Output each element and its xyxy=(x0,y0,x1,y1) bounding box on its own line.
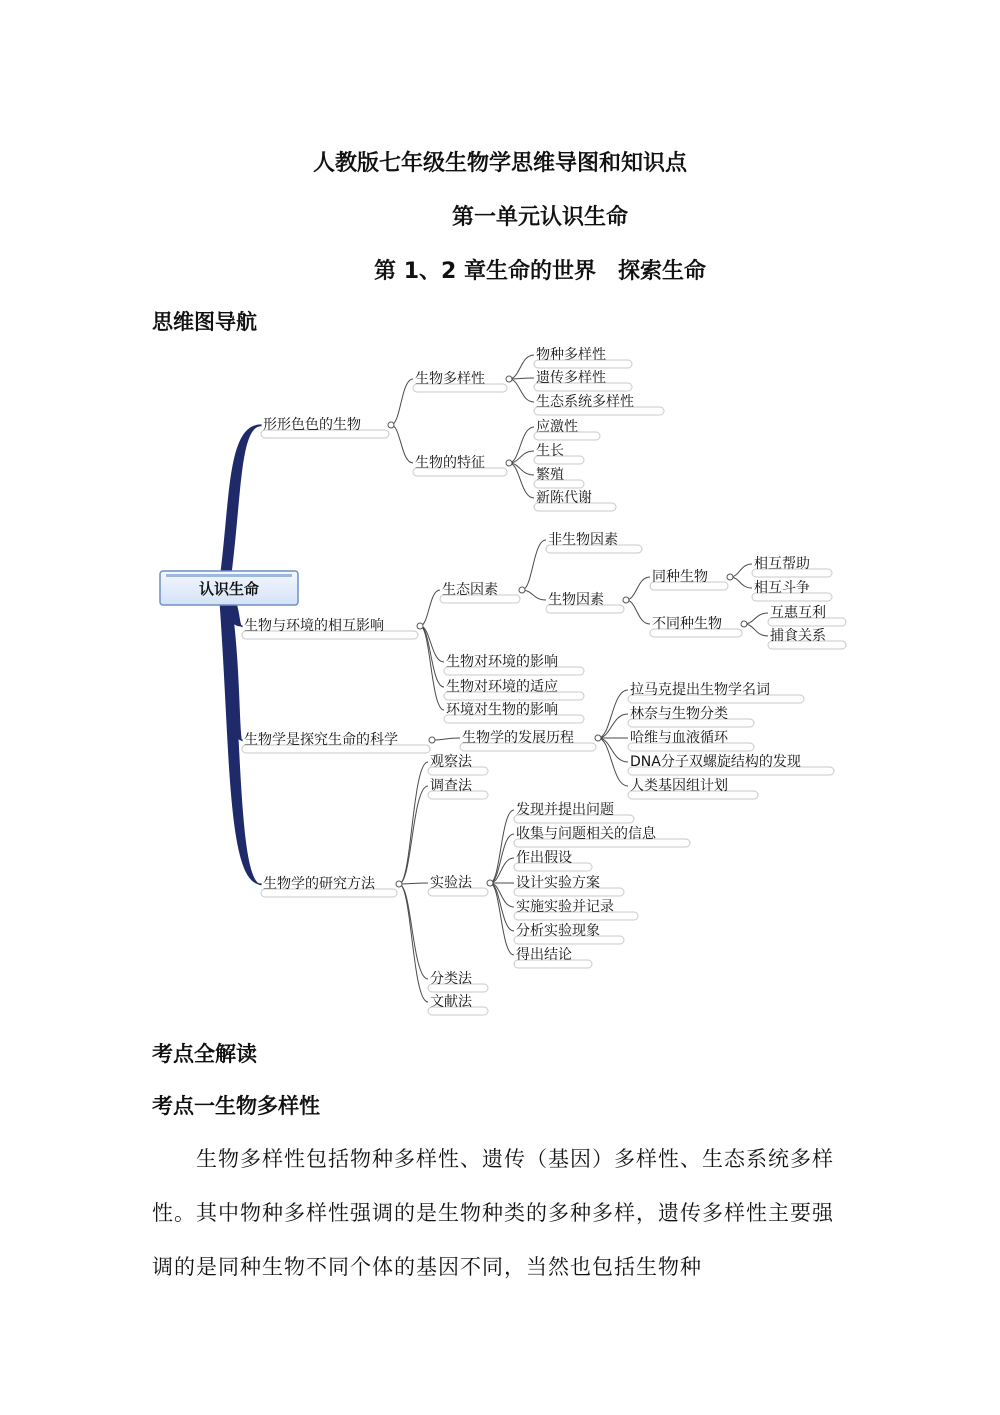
connector-b-4-c-1 xyxy=(490,810,514,883)
connector-b-2-a-2-a-2 xyxy=(730,577,752,588)
node-label-b-4-c-3: 作出假设 xyxy=(516,850,572,866)
expand-dot-b-2-a-2 xyxy=(623,597,629,603)
node-b-2-a-2 xyxy=(546,591,629,613)
connector-b-1-a-3 xyxy=(509,379,534,402)
expand-dot-b-2-a-2-b xyxy=(741,621,747,627)
node-label-b-1-b-1: 应激性 xyxy=(536,419,578,435)
node-label-b-2-a-1: 非生物因素 xyxy=(548,532,618,548)
node-b-3-a xyxy=(460,729,601,751)
expand-dot-b-2 xyxy=(417,623,423,629)
node-label-b-4-a: 观察法 xyxy=(430,754,472,770)
node-b-2-a xyxy=(440,581,525,603)
connector-b-2-a-2 xyxy=(522,590,546,600)
node-label-b-4-c-2: 收集与问题相关的信息 xyxy=(516,826,656,842)
connector-b-2-d xyxy=(420,626,444,710)
node-label-b-3-a-2: 林奈与生物分类 xyxy=(630,706,728,722)
node-b-1-a-1 xyxy=(534,346,632,368)
connector-b-3-a-4 xyxy=(598,738,628,762)
node-label-b-2-a-2-b-2: 捕食关系 xyxy=(770,628,826,644)
node-b-1-a-2 xyxy=(534,369,632,391)
node-b-3-a-3 xyxy=(628,729,754,751)
node-label-b-4-c-6: 分析实验现象 xyxy=(516,923,600,939)
root-label: 认识生命 xyxy=(198,580,260,598)
section-points-heading: 考点全解读 xyxy=(152,1042,257,1066)
unit-title: 第一单元认识生命 xyxy=(451,205,628,230)
node-b-1-a-3 xyxy=(534,393,664,415)
node-b-4-e xyxy=(428,993,488,1015)
expand-dot-b-2-a-2-a xyxy=(727,574,733,580)
node-b-1-b-4 xyxy=(534,490,616,511)
connector-b-2-c xyxy=(420,626,444,687)
node-b-4-a xyxy=(428,753,488,775)
connector-b-1-a-1 xyxy=(509,355,534,379)
connector-b-4-c xyxy=(399,883,428,884)
node-b-4-d xyxy=(428,970,488,992)
expand-dot-b-1-b xyxy=(506,460,512,466)
node-b-3-a-5 xyxy=(628,777,758,799)
node-label-b-4: 生物学的研究方法 xyxy=(263,876,375,892)
connector-b-2-a xyxy=(420,590,440,626)
node-label-b-3-a-1: 拉马克提出生物学名词 xyxy=(630,682,770,698)
node-label-b-1-a-1: 物种多样性 xyxy=(536,347,606,363)
node-label-b-3-a-3: 哈维与血液循环 xyxy=(630,730,728,746)
node-b-4-c-6 xyxy=(514,922,624,944)
node-b-4-c-2 xyxy=(514,825,690,847)
node-b-3 xyxy=(242,731,435,753)
expand-dot-b-1 xyxy=(388,422,394,428)
node-label-b-3-a-5: 人类基因组计划 xyxy=(630,778,728,794)
root-node xyxy=(160,571,298,605)
node-b-2-a-2-a-1 xyxy=(752,555,832,577)
node-b-2-a-2-a xyxy=(650,568,733,590)
node-label-b-2-d: 环境对生物的影响 xyxy=(446,702,558,718)
node-label-b-4-c-1: 发现并提出问题 xyxy=(516,802,614,818)
expand-dot-b-4-c xyxy=(487,880,493,886)
node-b-4-c xyxy=(428,874,493,896)
node-b-3-a-4 xyxy=(628,753,834,775)
node-label-b-2: 生物与环境的相互影响 xyxy=(244,618,384,634)
connector-b-1-b-1 xyxy=(509,427,534,463)
node-b-2-a-2-b-2 xyxy=(768,627,846,649)
expand-dot-b-1-a xyxy=(506,376,512,382)
connector-b-2-a-2-a xyxy=(626,577,650,600)
node-b-4-c-3 xyxy=(514,850,592,871)
connector-b-2-b xyxy=(420,626,444,662)
node-label-b-2-b: 生物对环境的影响 xyxy=(446,654,558,670)
node-label-b-4-b: 调查法 xyxy=(430,778,472,794)
section-mindmap-heading: 思维图导航 xyxy=(152,310,257,334)
node-b-2-b xyxy=(444,653,584,675)
node-b-1-b-3 xyxy=(534,466,584,488)
expand-dot-b-4 xyxy=(396,881,402,887)
point-one-heading: 考点一生物多样性 xyxy=(152,1094,320,1118)
expand-dot-b-3-a xyxy=(595,735,601,741)
node-b-2-a-2-b xyxy=(650,615,747,637)
connector-b-2-a-1 xyxy=(522,540,546,590)
node-label-b-2-a-2-b: 不同种生物 xyxy=(652,616,722,632)
node-label-b-1-a-2: 遗传多样性 xyxy=(536,370,606,386)
node-b-3-a-2 xyxy=(628,705,754,727)
node-label-b-3-a-4: DNA分子双螺旋结构的发现 xyxy=(630,754,801,770)
connector-b-3-a xyxy=(432,738,460,740)
node-label-b-2-a: 生态因素 xyxy=(442,582,498,598)
connector-b-3-a-1 xyxy=(598,690,628,738)
node-label-b-1-a-3: 生态系统多样性 xyxy=(536,394,634,410)
connector-b-2-a-2-a-1 xyxy=(730,564,752,577)
node-label-b-2-a-2-a-2: 相互斗争 xyxy=(754,580,810,596)
connector-b-4-c-7 xyxy=(490,883,514,955)
node-b-2 xyxy=(242,617,423,639)
node-label-b-1-a: 生物多样性 xyxy=(415,371,485,387)
node-b-1 xyxy=(261,416,394,438)
node-label-b-3: 生物学是探究生命的科学 xyxy=(244,732,398,748)
node-label-b-2-a-2-a-1: 相互帮助 xyxy=(754,556,810,572)
node-b-2-a-2-b-1 xyxy=(768,604,846,626)
node-b-1-a xyxy=(413,370,512,392)
node-b-1-b-1 xyxy=(534,418,600,440)
node-label-b-3-a: 生物学的发展历程 xyxy=(462,730,574,746)
connector-b-1-b xyxy=(391,425,413,463)
node-b-2-a-1 xyxy=(546,531,642,553)
node-label-b-4-c-4: 设计实验方案 xyxy=(516,875,600,891)
connector-b-3-a-2 xyxy=(598,714,628,738)
connector-b-1-a xyxy=(391,379,413,425)
node-b-2-c xyxy=(444,678,584,700)
node-label-b-4-c-5: 实施实验并记录 xyxy=(516,899,614,915)
node-b-4-b xyxy=(428,777,488,799)
connector-b-2-a-2-b xyxy=(626,600,650,624)
node-label-b-1-b-4: 新陈代谢 xyxy=(536,490,592,506)
node-label-b-1-b-3: 繁殖 xyxy=(536,467,564,483)
node-b-2-d xyxy=(444,701,584,723)
node-b-1-b xyxy=(413,454,512,476)
connector-b-4-d xyxy=(399,884,428,979)
node-label-b-1-b: 生物的特征 xyxy=(415,455,485,471)
connector-b-2-a-2-b-2 xyxy=(744,624,768,636)
node-label-b-2-a-2-a: 同种生物 xyxy=(652,569,708,585)
trunk-b-1 xyxy=(219,425,261,588)
connector-b-4-e xyxy=(399,884,428,1002)
connector-b-1-b-4 xyxy=(509,463,534,498)
node-b-4-c-5 xyxy=(514,899,638,920)
node-label-b-1-b-2: 生长 xyxy=(536,443,564,459)
connector-b-4-b xyxy=(399,786,428,884)
node-b-4-c-7 xyxy=(514,946,592,968)
document-title: 人教版七年级生物学思维导图和知识点 xyxy=(312,151,687,176)
connector-b-3-a-5 xyxy=(598,738,628,786)
node-b-4-c-4 xyxy=(514,874,624,896)
node-b-1-b-2 xyxy=(534,442,584,464)
point-one-paragraph: 生物多样性包括物种多样性、遗传（基因）多样性、生态系统多样性。其中物种多样性强调的是生物种类的多种多样，遗传多样性主要强调的是同种生物不同个体的基因不同，当然也包括生物种 xyxy=(152,1147,834,1279)
expand-dot-b-3 xyxy=(429,737,435,743)
node-b-4-c-1 xyxy=(514,801,634,823)
node-label-b-4-c: 实验法 xyxy=(430,875,472,891)
node-b-3-a-1 xyxy=(628,681,804,703)
node-label-b-2-c: 生物对环境的适应 xyxy=(446,679,558,695)
node-label-b-1: 形形色色的生物 xyxy=(263,417,361,433)
node-label-b-2-a-2-b-1: 互惠互利 xyxy=(770,605,826,621)
connector-b-4-a xyxy=(399,762,428,884)
node-label-b-2-a-2: 生物因素 xyxy=(548,592,604,608)
node-label-b-4-c-7: 得出结论 xyxy=(516,947,572,963)
connector-b-2-a-2-b-1 xyxy=(744,613,768,624)
expand-dot-b-2-a xyxy=(519,587,525,593)
node-b-2-a-2-a-2 xyxy=(752,579,832,601)
node-b-4 xyxy=(261,875,402,897)
node-label-b-4-e: 文献法 xyxy=(430,994,472,1010)
chapter-title: 第 1、2 章生命的世界 探索生命 xyxy=(374,259,706,284)
node-label-b-4-d: 分类法 xyxy=(430,971,472,987)
